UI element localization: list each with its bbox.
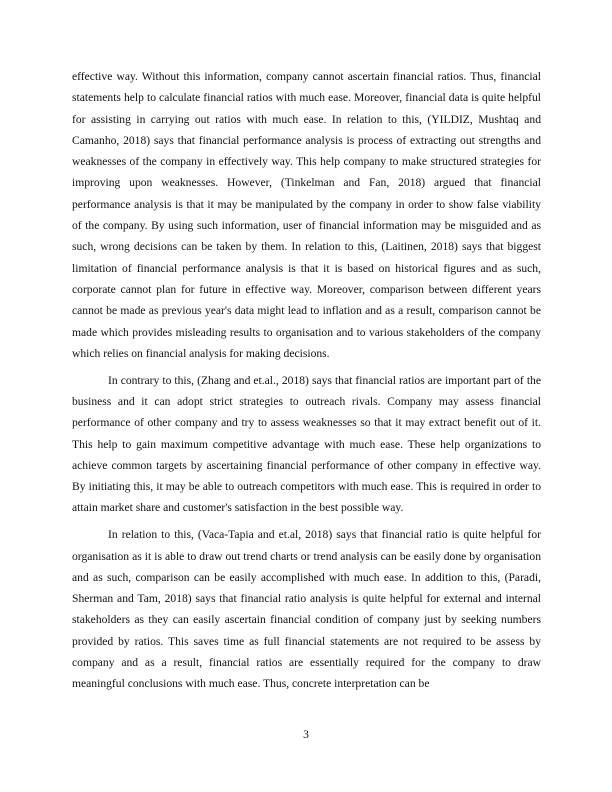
paragraph-vaca-tapia: In relation to this, (Vaca-Tapia and et.al, 2018) says that financial ratio is quite helpful for organisation as it is able to draw out trend charts or trend analysis can be easily done by organisation and as such, comparison can be easily accomplished with much ease. In addition to this, (Paradi, Sherman and Tam, 2018) says that financial ratio analysis is quite helpful for external and internal stakeholders as they can easily ascertain financial condition of company just by seeking numbers provided by ratios. This saves time as full financial statements are not required to be assess by company and as a result, financial ratios are essentially required for the company to draw meaningful conclusions with much ease. Thus, concrete interpretation can be (72, 528, 541, 691)
body-text (72, 66, 541, 700)
paragraph-continued: effective way. Without this information, company cannot ascertain financial ratios. Thus, financial statements help to calculate financial ratios with much ease. Moreover, financial data is quite helpful for assisting in carrying out ratios with much ease. In relation to this, (YILDIZ, Mushtaq and Camanho, 2018) says that financial performance analysis is process of extracting out strengths and weaknesses of the company in effectively way. This help company to make structured strategies for improving upon weaknesses. However, (Tinkelman and Fan, 2018) argued that financial performance analysis is that it may be manipulated by the company in order to show false viability of the company. By using such information, user of financial information may be misguided and as such, wrong decisions can be taken by them. In relation to this, (Laitinen, 2018) says that biggest limitation of financial performance analysis is that it is based on historical figures and as such, corporate cannot plan for future in effective way. Moreover, comparison between different years cannot be made as previous year's data might lead to inflation and as a result, comparison cannot be made which provides misleading results to organisation and to various stakeholders of the company which relies on financial analysis for making decisions. (72, 70, 541, 360)
paragraph-zhang: In contrary to this, (Zhang and et.al., 2018) says that financial ratios are important part of the business and it can adopt strict strategies to outreach rivals. Company may assess financial performance of other company and try to assess weaknesses so that it may extract benefit out of it. This help to gain maximum competitive advantage with much ease. These help organizations to achieve common targets by ascertaining financial performance of other company in effective way. By initiating this, it may be able to outreach competitors with much ease. This is required in order to attain market share and customer's satisfaction in the best possible way. (72, 373, 541, 515)
page-number: 3 (303, 728, 309, 741)
